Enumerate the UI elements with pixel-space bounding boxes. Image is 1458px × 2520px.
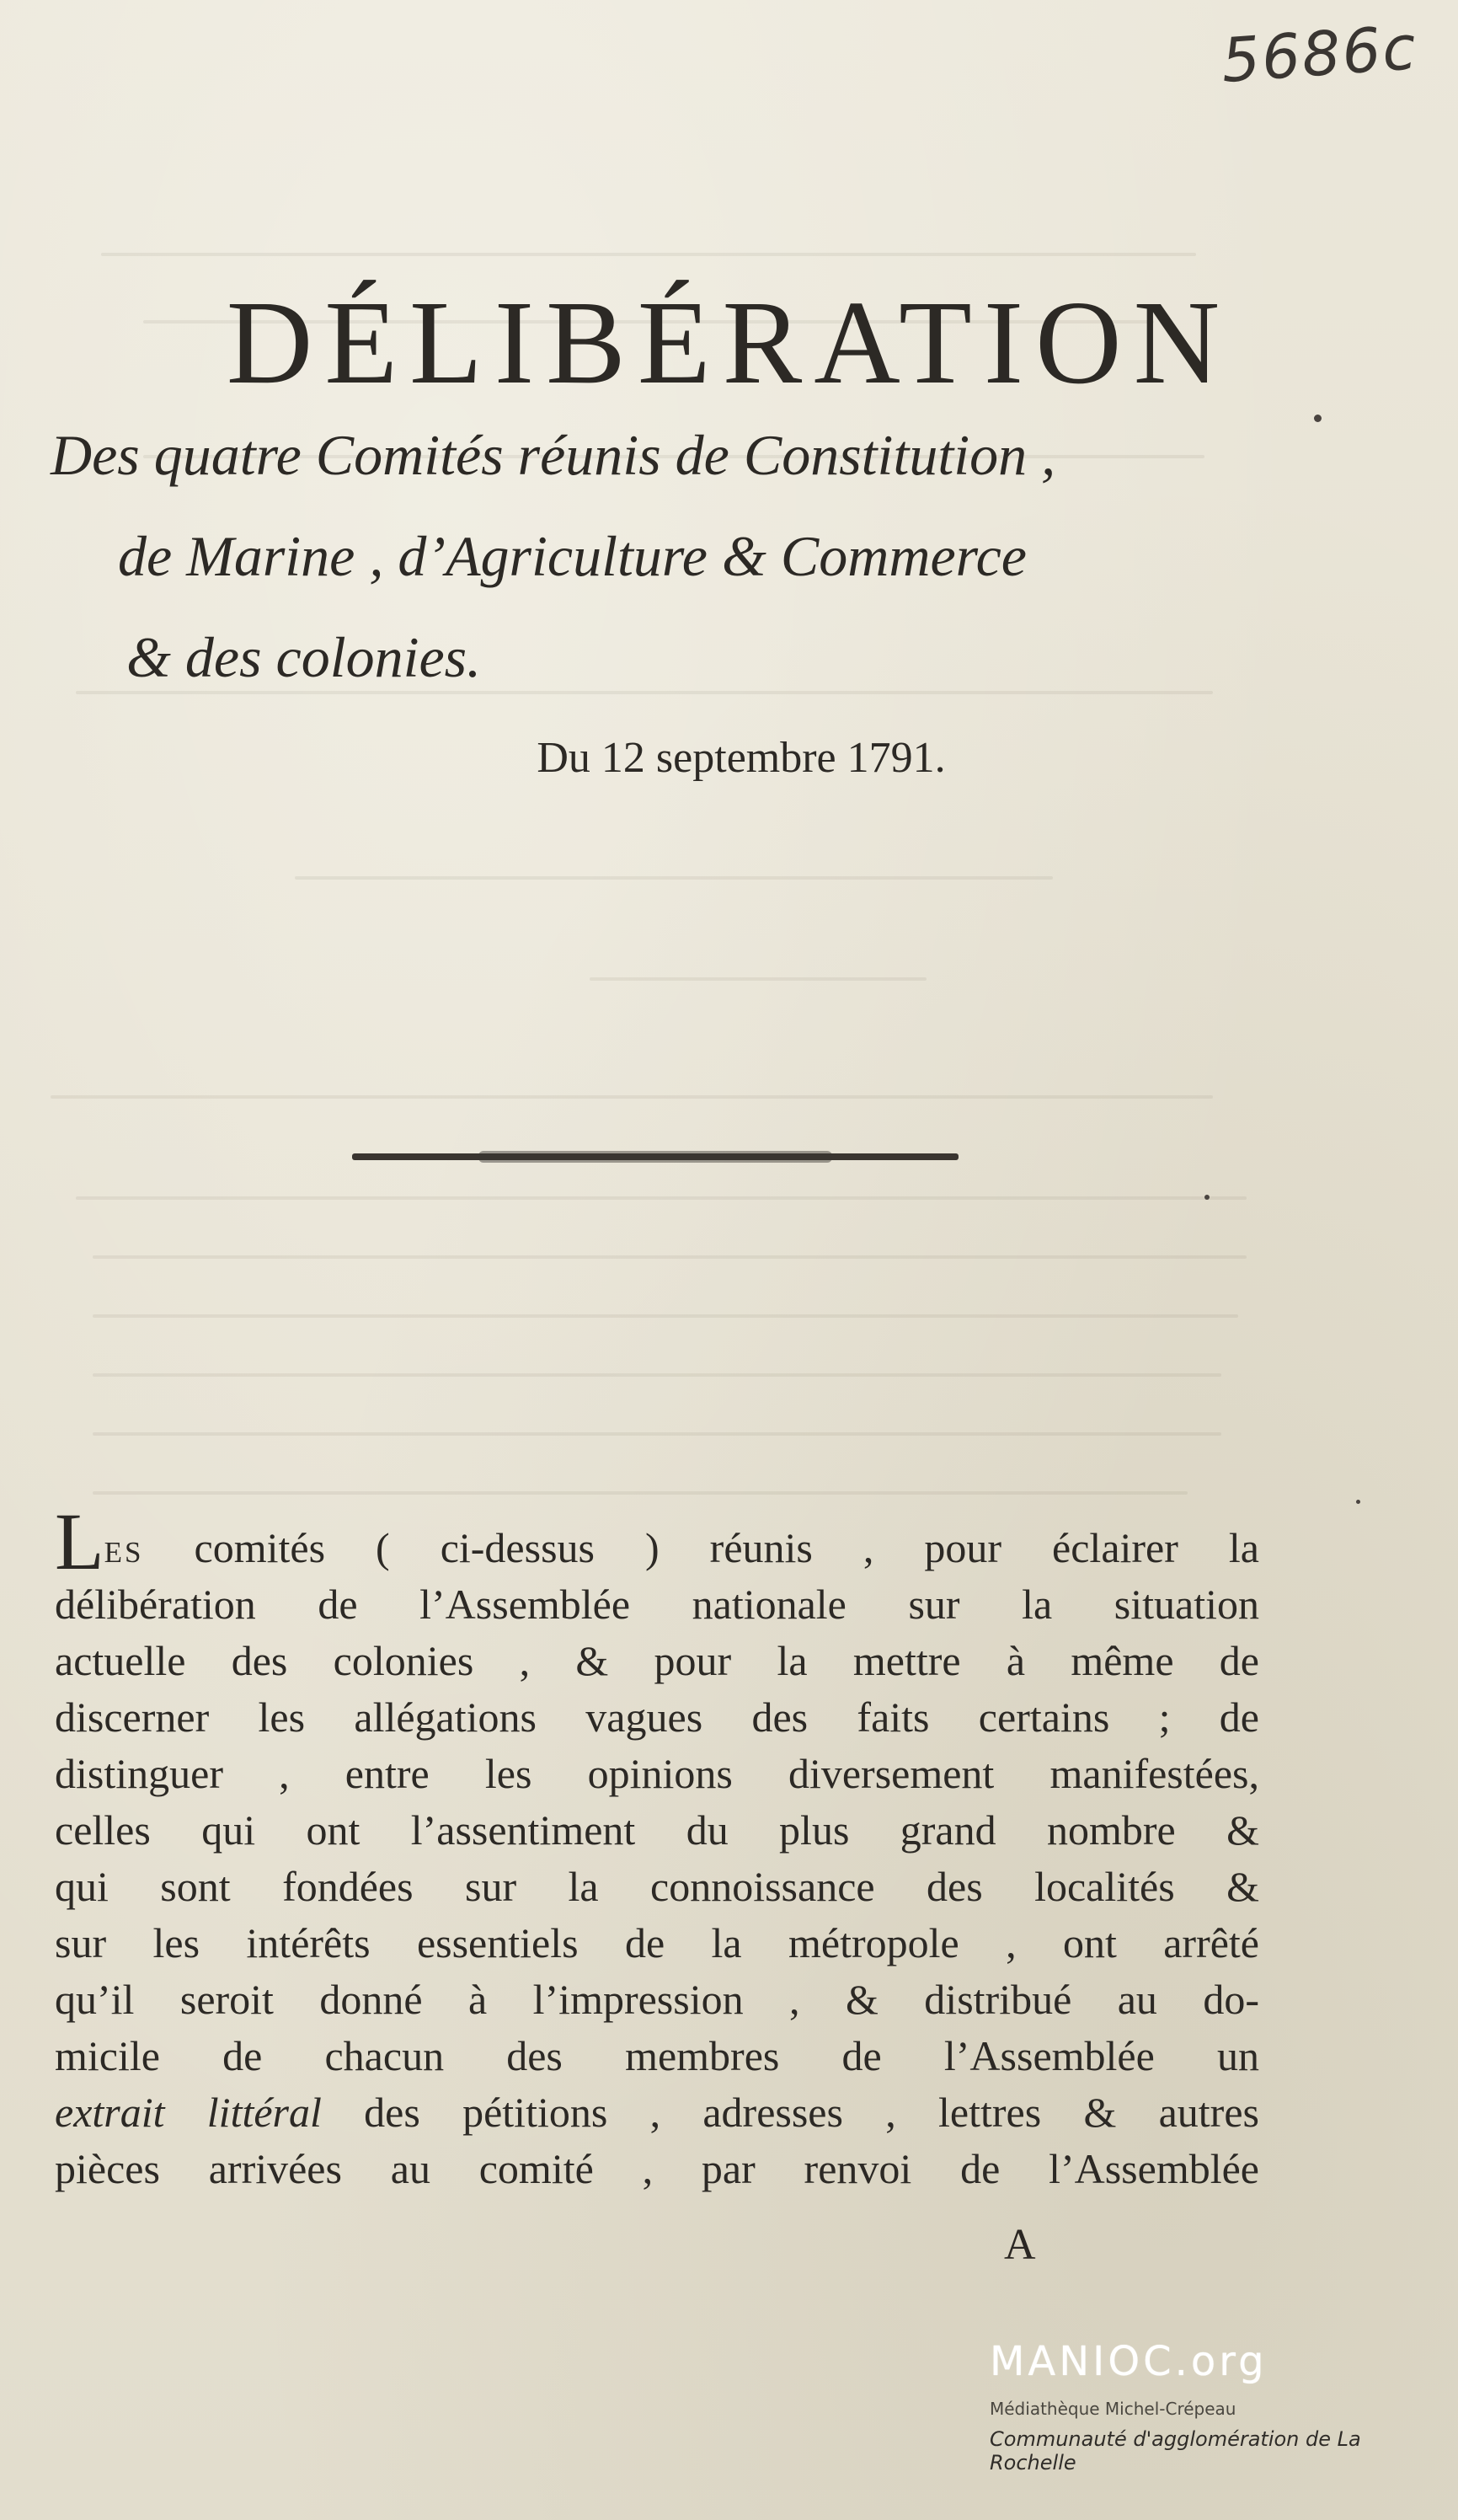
body-line: actuelle des colonies , & pour la mettre à même de	[55, 1637, 1259, 1684]
body-line: qu’il seroit donné à l’impression , & distribué au do-	[55, 1976, 1259, 2023]
ornamental-rule	[352, 1153, 959, 1160]
body-line	[55, 1496, 1259, 1586]
bleed-through-line	[93, 1314, 1238, 1318]
bleed-through-line	[93, 1432, 1221, 1436]
document-title: DÉLIBÉRATION	[226, 276, 1232, 409]
paper-speck	[1356, 1500, 1360, 1504]
body-paragraph	[55, 1496, 1259, 2197]
bleed-through-line	[295, 876, 1053, 880]
body-line: micile de chacun des membres de l’Assemblée un	[55, 2032, 1259, 2079]
small-caps-text: es	[104, 1524, 144, 1571]
bleed-through-line	[93, 1373, 1221, 1377]
body-line-text: comités ( ci-dessus ) réunis , pour éclairer la	[143, 1524, 1259, 1571]
body-line: qui sont fondées sur la connoissance des localités &	[55, 1863, 1259, 1910]
body-line: pièces arrivées au comité , par renvoi de l’Assemblée	[55, 2145, 1259, 2192]
body-line: discerner les allégations vagues des faits certains ; de	[55, 1693, 1259, 1741]
subtitle-line: Des quatre Comités réunis de Constitution ,	[51, 423, 1056, 487]
bleed-through-line	[93, 1491, 1188, 1495]
body-line	[55, 2084, 1259, 2141]
document-date: Du 12 septembre 1791.	[537, 734, 946, 782]
body-line: distinguer , entre les opinions diversement manifestées,	[55, 1750, 1259, 1797]
drop-cap: L	[55, 1496, 104, 1586]
manioc-logo: MANIOC.org	[990, 2338, 1268, 2385]
paper-speck	[1204, 1195, 1210, 1200]
bleed-through-line	[51, 1095, 1213, 1099]
bleed-through-line	[101, 253, 1196, 256]
signature-mark: A	[1004, 2221, 1036, 2269]
bleed-through-line	[590, 977, 927, 981]
body-line: délibération de l’Assemblée nationale sur la situation	[55, 1581, 1259, 1628]
manioc-watermark	[990, 2338, 1428, 2475]
shelfmark-handwritten: 5686c	[1219, 11, 1420, 97]
body-line: celles qui ont l’assentiment du plus grand nombre &	[55, 1806, 1259, 1854]
bleed-through-line	[76, 1196, 1247, 1200]
subtitle-line: & des colonies.	[126, 625, 482, 689]
bleed-through-line	[93, 1255, 1247, 1259]
subtitle-line: de Marine , d’Agriculture & Commerce	[118, 524, 1027, 588]
watermark-institution: Médiathèque Michel-Crépeau	[990, 2399, 1236, 2419]
italic-text: extrait littéral	[55, 2089, 322, 2136]
paper-speck	[1314, 415, 1322, 422]
body-line: sur les intérêts essentiels de la métropole , ont arrêté	[55, 1919, 1259, 1966]
document-subtitle	[51, 404, 1263, 708]
body-line-text: des pétitions , adresses , lettres & autres	[321, 2089, 1259, 2136]
watermark-community: Communauté d'agglomération de La Rochelle	[990, 2427, 1361, 2475]
